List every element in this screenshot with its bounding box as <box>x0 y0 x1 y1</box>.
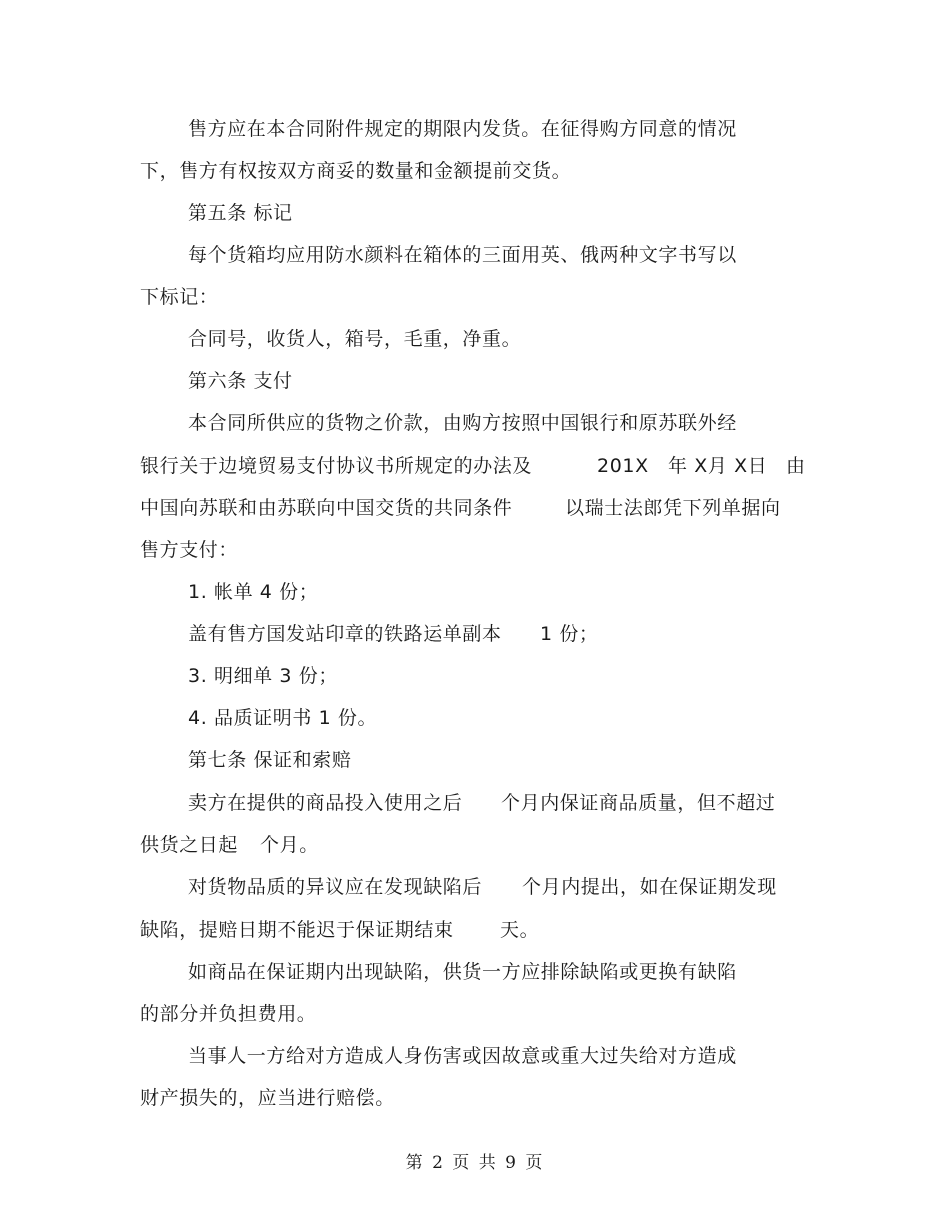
objection-line-text: 对货物品质的异议应在发现缺陷后 <box>188 876 483 898</box>
warranty-line-text: 卖方在提供的商品投入使用之后 <box>188 792 463 814</box>
paragraph-line: 下标记： <box>140 286 219 308</box>
warranty-line-end: 个月内保证商品质量，但不超过 <box>501 792 776 814</box>
waybill-line-text: 盖有售方国发站印章的铁路运单副本 <box>188 623 502 645</box>
objection-line-end: 天。 <box>500 919 540 941</box>
page-footer: 第 2 页 共 9 页 <box>405 1153 545 1173</box>
paragraph-line: 下，售方有权按双方商妥的数量和金额提前交货。 <box>140 160 572 182</box>
list-item: 4. 品质证明书 1 份。 <box>188 707 378 729</box>
paragraph-line: 每个货箱均应用防水颜料在箱体的三面用英、俄两种文字书写以 <box>188 244 737 266</box>
article-heading: 第六条 支付 <box>188 370 293 392</box>
bank-line-year: 201X <box>597 455 649 477</box>
bank-line-end: 由 <box>786 455 806 477</box>
paragraph-line: 的部分并负担费用。 <box>140 1003 317 1025</box>
article-heading: 第五条 标记 <box>188 202 293 224</box>
list-item: 1. 帐单 4 份； <box>188 581 319 603</box>
paragraph-line: 售方支付： <box>140 539 239 561</box>
paragraph-line: 财产损失的，应当进行赔偿。 <box>140 1087 395 1109</box>
paragraph-line: 如商品在保证期内出现缺陷，供货一方应排除缺陷或更换有缺陷 <box>188 961 737 983</box>
objection-line-text: 缺陷，提赔日期不能迟于保证期结束 <box>140 919 454 941</box>
paragraph-line: 售方应在本合同附件规定的期限内发货。在征得购方同意的情况 <box>188 118 737 140</box>
warranty-line-text: 供货之日起 <box>140 834 239 856</box>
paragraph-line: 合同号，收货人，箱号，毛重，净重。 <box>188 328 522 350</box>
paragraph-line: 本合同所供应的货物之价款，由购方按照中国银行和原苏联外经 <box>188 412 737 434</box>
bank-line-date: 年 X月 X日 <box>668 455 768 477</box>
article-heading: 第七条 保证和索赔 <box>188 749 352 771</box>
conditions-line-end: 以瑞士法郎凭下列单据向 <box>565 497 781 519</box>
paragraph-line: 当事人一方给对方造成人身伤害或因故意或重大过失给对方造成 <box>188 1045 737 1067</box>
list-item: 3. 明细单 3 份； <box>188 665 338 687</box>
waybill-line-count: 1 份； <box>540 623 599 645</box>
conditions-line-text: 中国向苏联和由苏联向中国交货的共同条件 <box>140 497 513 519</box>
warranty-line-end: 个月。 <box>260 834 319 856</box>
objection-line-end: 个月内提出，如在保证期发现 <box>522 876 777 898</box>
bank-line-text: 银行关于边境贸易支付协议书所规定的办法及 <box>140 455 533 477</box>
